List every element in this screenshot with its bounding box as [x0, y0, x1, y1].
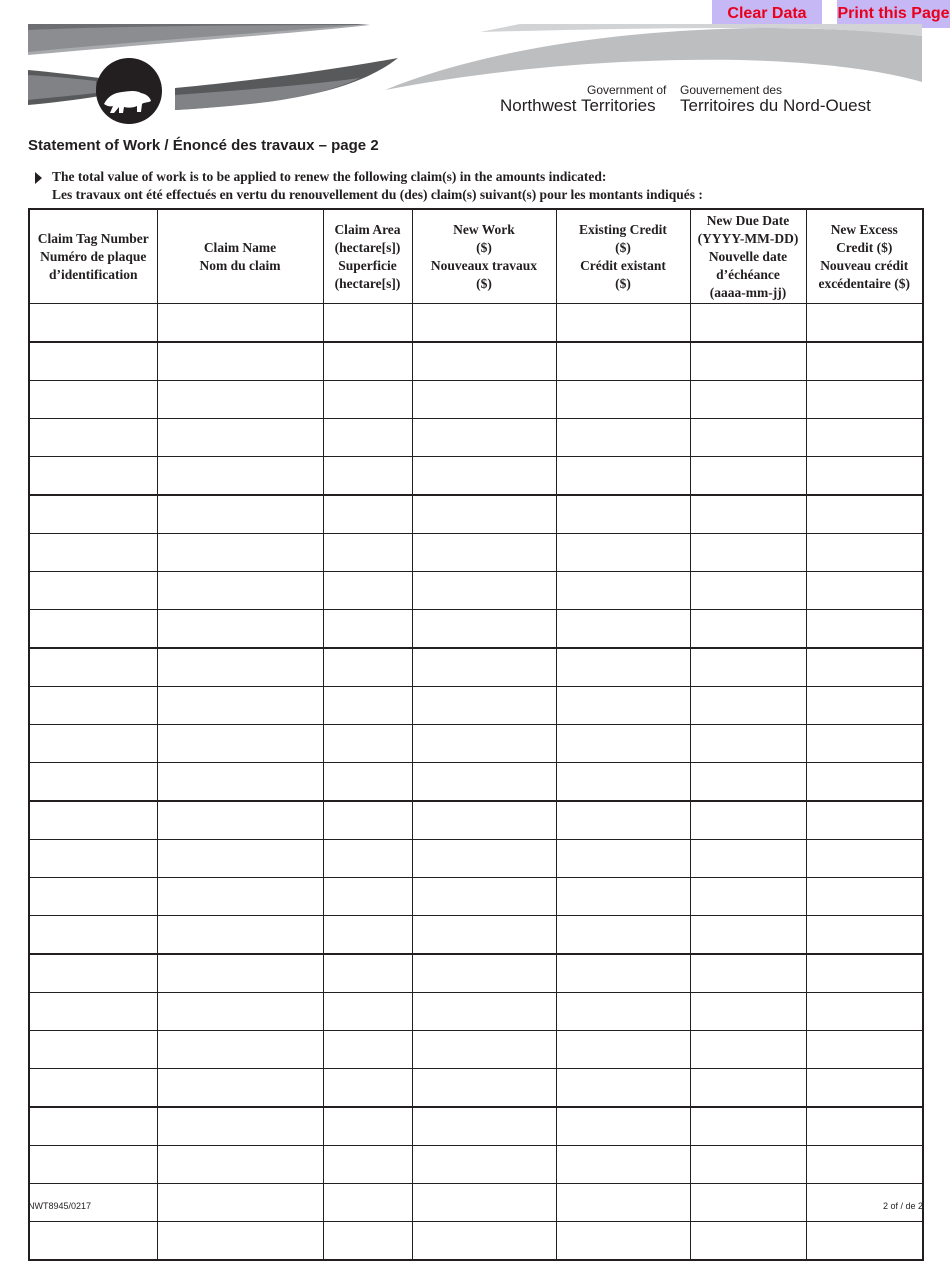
new-due-date-cell[interactable] [690, 610, 806, 649]
claim-tag-cell[interactable] [29, 1107, 157, 1146]
table-row [29, 840, 923, 878]
existing-credit-cell[interactable] [556, 993, 690, 1031]
claim-name-cell[interactable] [157, 763, 323, 802]
claim-name-cell[interactable] [157, 1222, 323, 1261]
claim-name-cell[interactable] [157, 304, 323, 343]
claim-name-cell[interactable] [157, 840, 323, 878]
claim-name-cell[interactable] [157, 878, 323, 916]
triangle-bullet-icon [35, 172, 42, 184]
claim-area-cell[interactable] [323, 304, 412, 343]
new-due-date-cell[interactable] [690, 572, 806, 610]
claim-name-cell[interactable] [157, 342, 323, 381]
gov-en-name: Northwest Territories [500, 96, 656, 115]
header-line: Nouveaux travaux [430, 257, 538, 273]
table-row [29, 1146, 923, 1184]
claim-name-cell[interactable] [157, 381, 323, 419]
claim-name-cell[interactable] [157, 687, 323, 725]
claim-tag-cell[interactable] [29, 610, 157, 649]
new-due-date-cell[interactable] [690, 916, 806, 955]
gov-en-small: Government of [587, 83, 667, 97]
header-line: ($) [476, 275, 492, 291]
claim-tag-cell[interactable] [29, 495, 157, 534]
claim-name-cell[interactable] [157, 1031, 323, 1069]
header-line: New Work [453, 221, 515, 237]
new-due-date-cell[interactable] [690, 495, 806, 534]
new-due-date-cell[interactable] [690, 419, 806, 457]
new-due-date-cell[interactable] [690, 878, 806, 916]
new-work-cell[interactable] [412, 1069, 556, 1108]
claim-tag-cell[interactable] [29, 763, 157, 802]
col-header-new-due-date [690, 209, 806, 304]
new-excess-credit-cell[interactable] [806, 610, 923, 649]
table-row [29, 993, 923, 1031]
existing-credit-cell[interactable] [556, 801, 690, 840]
header-line: Claim Area [334, 221, 401, 237]
table-row [29, 1069, 923, 1108]
claim-tag-cell[interactable] [29, 342, 157, 381]
claim-tag-cell[interactable] [29, 648, 157, 687]
existing-credit-cell[interactable] [556, 419, 690, 457]
header-line: ($) [615, 239, 631, 255]
table-row [29, 687, 923, 725]
existing-credit-cell[interactable] [556, 878, 690, 916]
claim-area-cell[interactable] [323, 381, 412, 419]
header-line: ($) [476, 239, 492, 255]
claim-tag-cell[interactable] [29, 381, 157, 419]
intro-text-en: The total value of work is to be applied to renew the following claim(s) in the amounts indicated: [52, 169, 607, 184]
table-row [29, 1031, 923, 1069]
new-due-date-cell[interactable] [690, 763, 806, 802]
existing-credit-cell[interactable] [556, 381, 690, 419]
new-due-date-cell[interactable] [690, 381, 806, 419]
new-due-date-cell[interactable] [690, 993, 806, 1031]
intro-text-fr: Les travaux ont été effectués en vertu du renouvellement du (des) claim(s) suivant(s) pour les montants indiqués : [52, 187, 703, 202]
table-row [29, 1222, 923, 1261]
header-line: (hectare[s]) [334, 275, 401, 291]
claim-area-cell[interactable] [323, 801, 412, 840]
existing-credit-cell[interactable] [556, 725, 690, 763]
claim-tag-cell[interactable] [29, 457, 157, 496]
new-excess-credit-cell[interactable] [806, 687, 923, 725]
new-work-cell[interactable] [412, 610, 556, 649]
new-due-date-cell[interactable] [690, 1069, 806, 1108]
table-row [29, 419, 923, 457]
header-line: Crédit existant [580, 257, 666, 273]
claim-name-cell[interactable] [157, 534, 323, 572]
claim-tag-cell[interactable] [29, 993, 157, 1031]
new-due-date-cell[interactable] [690, 725, 806, 763]
new-work-cell[interactable] [412, 1146, 556, 1184]
claim-area-cell[interactable] [323, 954, 412, 993]
new-work-cell[interactable] [412, 495, 556, 534]
table-row [29, 572, 923, 610]
existing-credit-cell[interactable] [556, 763, 690, 802]
header-line: ($) [615, 275, 631, 291]
new-due-date-cell[interactable] [690, 687, 806, 725]
claim-tag-cell[interactable] [29, 725, 157, 763]
header-line: New Due Date [706, 212, 790, 228]
new-work-cell[interactable] [412, 1184, 556, 1222]
claim-name-cell[interactable] [157, 572, 323, 610]
claim-area-cell[interactable] [323, 1031, 412, 1069]
claim-area-cell[interactable] [323, 342, 412, 381]
new-excess-credit-cell[interactable] [806, 1222, 923, 1261]
table-row [29, 916, 923, 955]
claim-area-cell[interactable] [323, 993, 412, 1031]
new-excess-credit-cell[interactable] [806, 534, 923, 572]
new-work-cell[interactable] [412, 878, 556, 916]
claim-area-cell[interactable] [323, 572, 412, 610]
new-work-cell[interactable] [412, 916, 556, 955]
claim-tag-cell[interactable] [29, 1069, 157, 1108]
table-row [29, 610, 923, 649]
claim-name-cell[interactable] [157, 610, 323, 649]
claim-area-cell[interactable] [323, 916, 412, 955]
existing-credit-cell[interactable] [556, 1107, 690, 1146]
new-due-date-cell[interactable] [690, 840, 806, 878]
claim-name-cell[interactable] [157, 993, 323, 1031]
claim-area-cell[interactable] [323, 1184, 412, 1222]
claim-area-cell[interactable] [323, 534, 412, 572]
header-line: Numéro de plaque [40, 248, 147, 264]
new-excess-credit-cell[interactable] [806, 1146, 923, 1184]
claim-tag-cell[interactable] [29, 878, 157, 916]
clear-data-button[interactable]: Clear Data [712, 0, 822, 28]
page-number: 2 of / de 2 [883, 1201, 924, 1211]
new-excess-credit-cell[interactable] [806, 954, 923, 993]
new-due-date-cell[interactable] [690, 1031, 806, 1069]
claim-area-cell[interactable] [323, 648, 412, 687]
new-excess-credit-cell[interactable] [806, 993, 923, 1031]
header-line: Credit ($) [836, 239, 893, 255]
existing-credit-cell[interactable] [556, 457, 690, 496]
new-work-cell[interactable] [412, 993, 556, 1031]
existing-credit-cell[interactable] [556, 610, 690, 649]
header-line: (hectare[s]) [334, 239, 401, 255]
existing-credit-cell[interactable] [556, 1146, 690, 1184]
claim-tag-cell[interactable] [29, 534, 157, 572]
existing-credit-cell[interactable] [556, 687, 690, 725]
new-excess-credit-cell[interactable] [806, 342, 923, 381]
gov-fr-name: Territoires du Nord-Ouest [680, 96, 871, 115]
new-work-cell[interactable] [412, 725, 556, 763]
claim-tag-cell[interactable] [29, 1222, 157, 1261]
existing-credit-cell[interactable] [556, 648, 690, 687]
new-excess-credit-cell[interactable] [806, 1031, 923, 1069]
claim-tag-cell[interactable] [29, 954, 157, 993]
claim-tag-cell[interactable] [29, 304, 157, 343]
new-excess-credit-cell[interactable] [806, 801, 923, 840]
new-due-date-cell[interactable] [690, 1107, 806, 1146]
polar-bear-emblem-icon [96, 58, 162, 124]
claim-name-cell[interactable] [157, 419, 323, 457]
new-excess-credit-cell[interactable] [806, 1069, 923, 1108]
claim-area-cell[interactable] [323, 1107, 412, 1146]
claim-name-cell[interactable] [157, 457, 323, 496]
claim-tag-cell[interactable] [29, 419, 157, 457]
table-row [29, 954, 923, 993]
claim-area-cell[interactable] [323, 457, 412, 496]
header-line: Nouvelle date [708, 248, 788, 264]
new-excess-credit-cell[interactable] [806, 840, 923, 878]
existing-credit-cell[interactable] [556, 840, 690, 878]
table-header-row [29, 209, 923, 304]
existing-credit-cell[interactable] [556, 572, 690, 610]
new-work-cell[interactable] [412, 1031, 556, 1069]
col-header-new-excess-credit [806, 209, 923, 304]
header-line: Claim Name [203, 239, 277, 255]
gov-fr-small: Gouvernement des [680, 83, 783, 97]
existing-credit-cell[interactable] [556, 495, 690, 534]
new-work-cell[interactable] [412, 534, 556, 572]
claim-tag-cell[interactable] [29, 840, 157, 878]
new-work-cell[interactable] [412, 457, 556, 496]
claim-name-cell[interactable] [157, 1184, 323, 1222]
table-row [29, 648, 923, 687]
new-due-date-cell[interactable] [690, 457, 806, 496]
new-work-cell[interactable] [412, 304, 556, 343]
existing-credit-cell[interactable] [556, 534, 690, 572]
table-row [29, 381, 923, 419]
existing-credit-cell[interactable] [556, 342, 690, 381]
claim-name-cell[interactable] [157, 1107, 323, 1146]
new-work-cell[interactable] [412, 1107, 556, 1146]
claim-area-cell[interactable] [323, 763, 412, 802]
header-line: d’échéance [716, 266, 780, 282]
new-excess-credit-cell[interactable] [806, 648, 923, 687]
table-row [29, 304, 923, 343]
header-line: (YYYY-MM-DD) [697, 230, 799, 246]
new-excess-credit-cell[interactable] [806, 763, 923, 802]
header-line: d’identification [48, 266, 138, 282]
new-work-cell[interactable] [412, 1222, 556, 1261]
new-work-cell[interactable] [412, 801, 556, 840]
new-due-date-cell[interactable] [690, 342, 806, 381]
col-header-claim-tag [29, 209, 157, 304]
claim-tag-cell[interactable] [29, 916, 157, 955]
claims-table [28, 208, 924, 1261]
claim-area-cell[interactable] [323, 495, 412, 534]
claim-area-cell[interactable] [323, 1146, 412, 1184]
existing-credit-cell[interactable] [556, 1031, 690, 1069]
new-excess-credit-cell[interactable] [806, 725, 923, 763]
claim-name-cell[interactable] [157, 1146, 323, 1184]
claim-tag-cell[interactable] [29, 801, 157, 840]
col-header-claim-name [157, 209, 323, 304]
table-row [29, 1184, 923, 1222]
claim-area-cell[interactable] [323, 878, 412, 916]
new-work-cell[interactable] [412, 763, 556, 802]
new-work-cell[interactable] [412, 840, 556, 878]
col-header-new-work [412, 209, 556, 304]
new-excess-credit-cell[interactable] [806, 495, 923, 534]
new-work-cell[interactable] [412, 648, 556, 687]
new-excess-credit-cell[interactable] [806, 457, 923, 496]
header-line: (aaaa-mm-jj) [709, 284, 787, 300]
new-work-cell[interactable] [412, 419, 556, 457]
claim-area-cell[interactable] [323, 1069, 412, 1108]
new-excess-credit-cell[interactable] [806, 878, 923, 916]
new-due-date-cell[interactable] [690, 801, 806, 840]
form-number: NWT8945/0217 [28, 1201, 92, 1211]
table-row [29, 534, 923, 572]
new-work-cell[interactable] [412, 687, 556, 725]
claim-area-cell[interactable] [323, 840, 412, 878]
header-line: Superficie [338, 257, 397, 273]
header-line: New Excess [830, 221, 898, 237]
claim-area-cell[interactable] [323, 419, 412, 457]
existing-credit-cell[interactable] [556, 304, 690, 343]
claim-name-cell[interactable] [157, 648, 323, 687]
header-line: Existing Credit [579, 221, 667, 237]
existing-credit-cell[interactable] [556, 954, 690, 993]
col-header-existing-credit [556, 209, 690, 304]
claim-name-cell[interactable] [157, 495, 323, 534]
new-due-date-cell[interactable] [690, 1222, 806, 1261]
claim-tag-cell[interactable] [29, 572, 157, 610]
table-row [29, 801, 923, 840]
claim-name-cell[interactable] [157, 801, 323, 840]
existing-credit-cell[interactable] [556, 1184, 690, 1222]
new-due-date-cell[interactable] [690, 954, 806, 993]
claim-area-cell[interactable] [323, 610, 412, 649]
claim-area-cell[interactable] [323, 1222, 412, 1261]
claim-name-cell[interactable] [157, 725, 323, 763]
table-row [29, 342, 923, 381]
new-work-cell[interactable] [412, 572, 556, 610]
new-due-date-cell[interactable] [690, 1184, 806, 1222]
header-line: Claim Tag Number [37, 230, 149, 246]
new-excess-credit-cell[interactable] [806, 419, 923, 457]
table-row [29, 1107, 923, 1146]
new-excess-credit-cell[interactable] [806, 572, 923, 610]
new-excess-credit-cell[interactable] [806, 304, 923, 343]
table-row [29, 763, 923, 802]
new-excess-credit-cell[interactable] [806, 381, 923, 419]
new-due-date-cell[interactable] [690, 534, 806, 572]
existing-credit-cell[interactable] [556, 1222, 690, 1261]
table-row [29, 457, 923, 496]
claim-tag-cell[interactable] [29, 687, 157, 725]
new-work-cell[interactable] [412, 342, 556, 381]
table-row [29, 495, 923, 534]
new-work-cell[interactable] [412, 381, 556, 419]
claim-tag-cell[interactable] [29, 1031, 157, 1069]
table-row [29, 725, 923, 763]
new-due-date-cell[interactable] [690, 1146, 806, 1184]
claim-area-cell[interactable] [323, 687, 412, 725]
table-row [29, 878, 923, 916]
print-page-button[interactable]: Print this Page [837, 0, 950, 28]
claim-name-cell[interactable] [157, 916, 323, 955]
header-line: excédentaire ($) [818, 275, 911, 291]
col-header-claim-area [323, 209, 412, 304]
new-excess-credit-cell[interactable] [806, 916, 923, 955]
claim-area-cell[interactable] [323, 725, 412, 763]
claim-tag-cell[interactable] [29, 1146, 157, 1184]
header-line: Nouveau crédit [820, 257, 909, 273]
header-line: Nom du claim [199, 257, 281, 273]
existing-credit-cell[interactable] [556, 916, 690, 955]
new-due-date-cell[interactable] [690, 304, 806, 343]
page-title: Statement of Work / Énoncé des travaux – page 2 [28, 137, 379, 154]
new-work-cell[interactable] [412, 954, 556, 993]
existing-credit-cell[interactable] [556, 1069, 690, 1108]
claim-name-cell[interactable] [157, 954, 323, 993]
new-due-date-cell[interactable] [690, 648, 806, 687]
new-excess-credit-cell[interactable] [806, 1107, 923, 1146]
claim-name-cell[interactable] [157, 1069, 323, 1108]
